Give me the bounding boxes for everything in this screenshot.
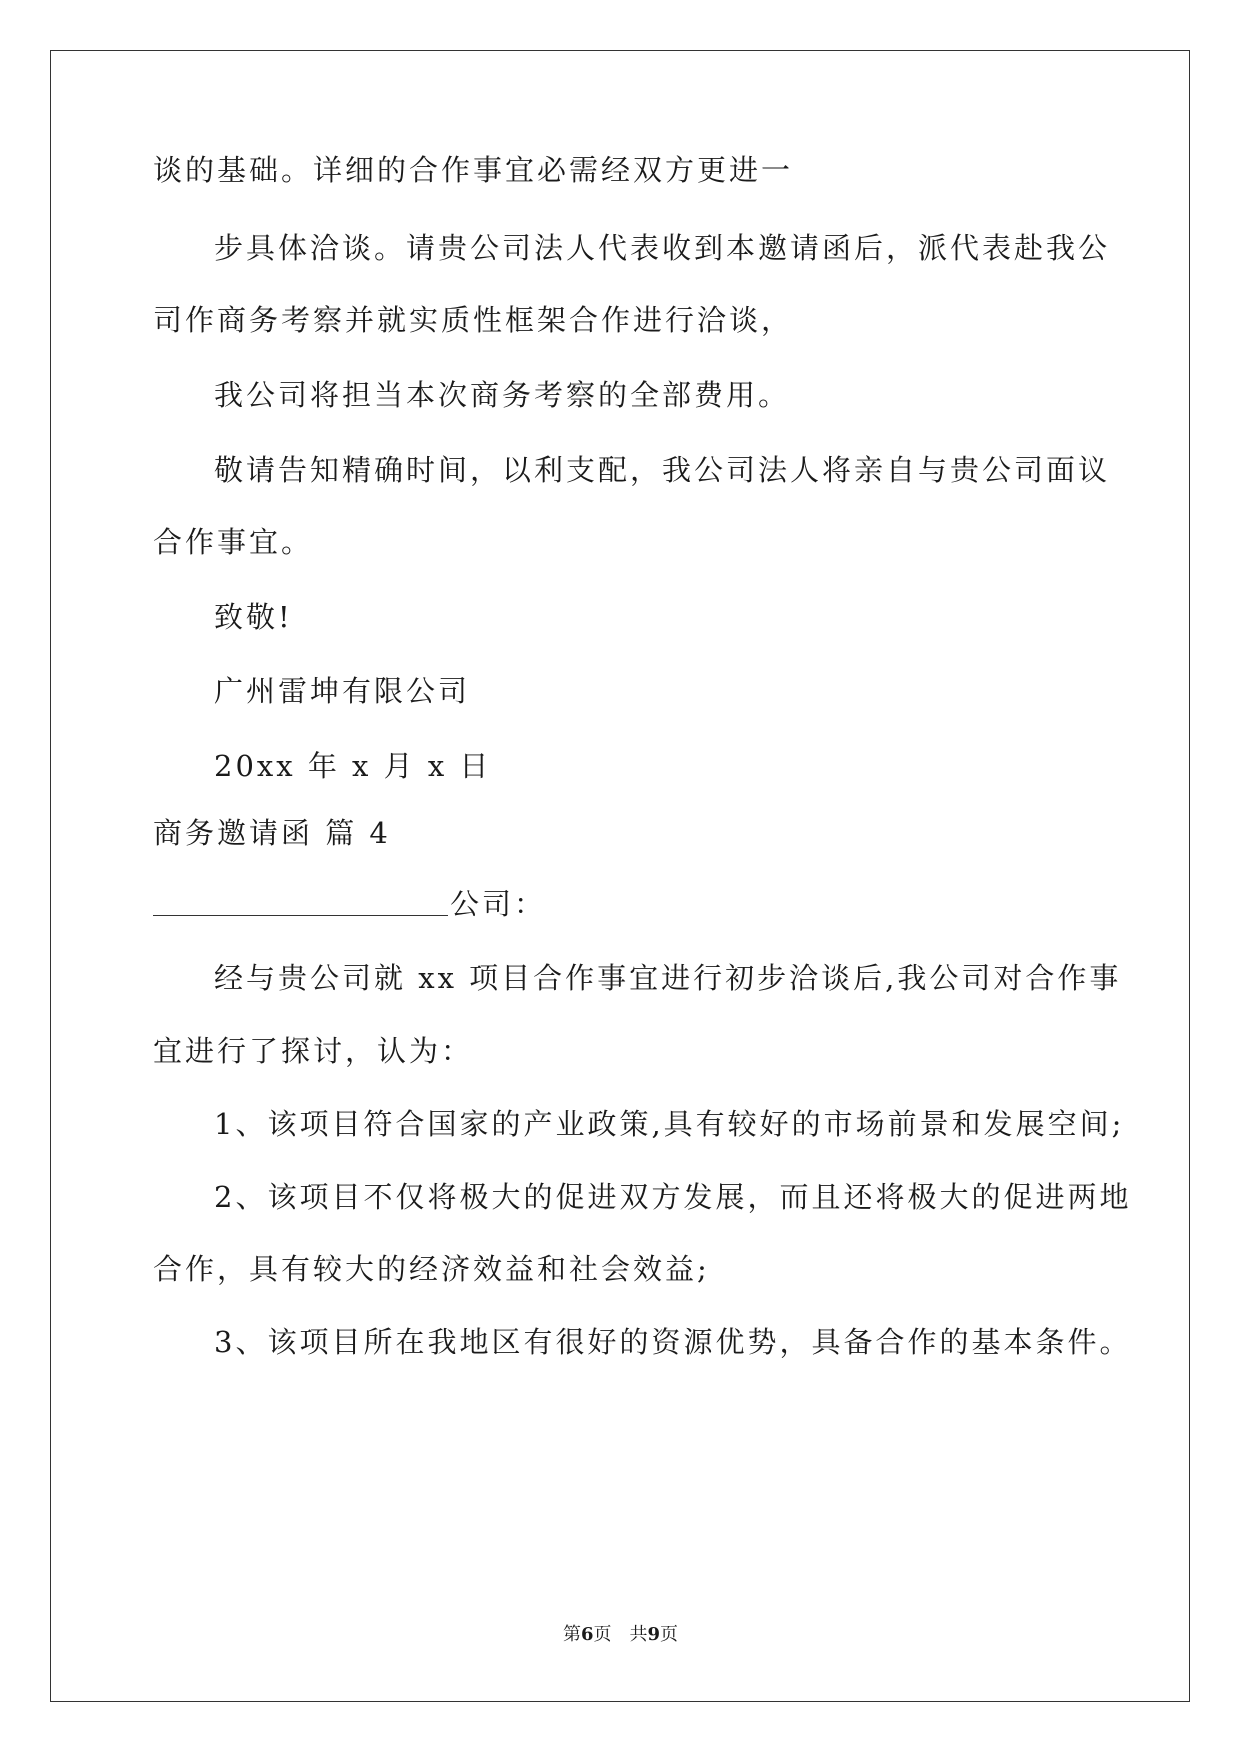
- text-line-5: 敬请告知精确时间，以利支配，我公司法人将亲自与贵公司面议: [214, 453, 1111, 487]
- text-line-13: 宜进行了探讨，认为：: [153, 1034, 474, 1068]
- signature-date: 20xx 年 x 月 x 日: [214, 749, 492, 783]
- text-line-4: 我公司将担当本次商务考察的全部费用。: [214, 378, 791, 412]
- company-signature: 广州雷坤有限公司: [214, 674, 471, 708]
- text-line-3: 司作商务考察并就实质性框架合作进行洽谈，: [153, 303, 794, 337]
- footer-prefix: 第: [562, 1624, 581, 1645]
- recipient-line: [153, 884, 546, 924]
- footer-current-page: 6: [580, 1624, 594, 1645]
- text-line-7: 致敬!: [214, 600, 293, 634]
- footer-total-pages: 9: [647, 1624, 661, 1645]
- recipient-suffix: 公司：: [450, 887, 547, 921]
- section-title: 商务邀请函 篇 4: [153, 816, 391, 850]
- list-item-2-continued: 合作，具有较大的经济效益和社会效益;: [153, 1252, 710, 1286]
- footer-middle: 页 共: [593, 1624, 648, 1645]
- list-item-3: 3、该项目所在我地区有很好的资源优势，具备合作的基本条件。: [214, 1325, 1132, 1359]
- text-line-2: 步具体洽谈。请贵公司法人代表收到本邀请函后，派代表赴我公: [214, 231, 1111, 265]
- text-line-6: 合作事宜。: [153, 525, 314, 559]
- list-item-2: 2、该项目不仅将极大的促进双方发展，而且还将极大的促进两地: [214, 1180, 1132, 1214]
- text-line-12: 经与贵公司就 xx 项目合作事宜进行初步洽谈后,我公司对合作事: [214, 961, 1122, 995]
- recipient-blank: [153, 887, 448, 916]
- list-item-1: 1、该项目符合国家的产业政策,具有较好的市场前景和发展空间;: [214, 1107, 1125, 1141]
- page-border: [50, 50, 1190, 1702]
- page-footer: [0, 1623, 1241, 1647]
- footer-suffix: 页: [660, 1624, 679, 1645]
- text-line-1: 谈的基础。详细的合作事宜必需经双方更进一: [153, 153, 794, 187]
